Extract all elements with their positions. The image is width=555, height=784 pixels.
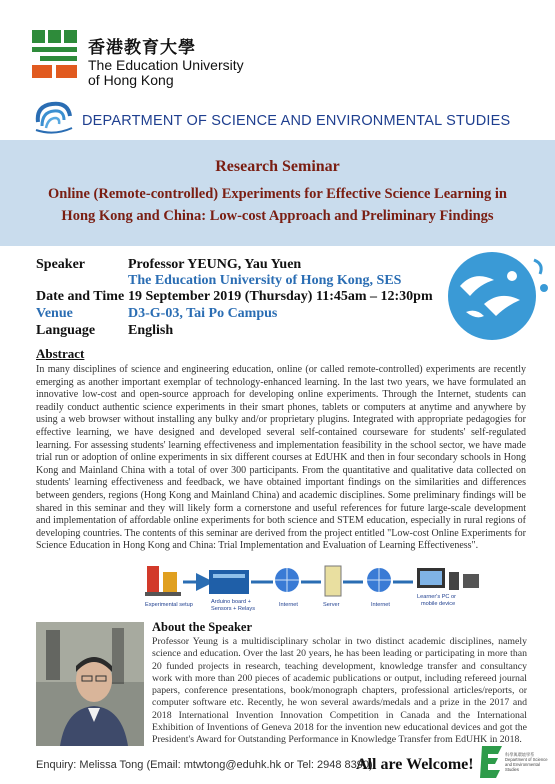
language-label: Language [36,323,96,338]
venue-label: Venue [36,306,73,321]
about-speaker-heading: About the Speaker [152,620,253,634]
diagram-label-server: Server [323,602,340,608]
footer-department-name [505,752,551,772]
university-name-line2: of Hong Kong [88,72,174,88]
system-architecture-diagram [145,562,485,618]
enquiry-contact: Enquiry: Melissa Tong (Email: mtwtong@eduhk.hk or Tel: 2948 8390) [36,759,373,771]
marine-life-illustration [440,250,552,342]
diagram-label-device2: mobile device [421,601,456,607]
learner-devices-icon [417,568,479,590]
diagram-label-internet1: Internet [279,602,298,608]
server-icon [325,566,341,596]
speaker-name: Professor YEUNG, Yau Yuen [128,257,302,272]
datetime-value: 19 September 2019 (Thursday) 11:45am – 12:30pm [128,289,433,304]
language-value: English [128,323,174,338]
university-name-line1: The Education University [88,57,244,73]
internet-globe-icon [275,568,299,592]
arduino-board-icon [209,570,249,594]
speaker-photo [36,622,144,746]
all-welcome-text: All are Welcome! [356,756,474,773]
experimental-setup-icon [145,566,181,596]
department-title: DEPARTMENT OF SCIENCE AND ENVIRONMENTAL STUDIES [82,113,511,129]
diagram-label-device1: Learner's PC or [417,594,456,600]
venue-value: D3-G-03, Tai Po Campus [128,306,278,321]
abstract-heading: Abstract [36,346,85,361]
diagram-label-board1: Arduino board + [211,599,251,605]
diagram-label-board2: Sensors + Relays [211,606,255,612]
seminar-title-line1: Online (Remote-controlled) Experiments for Effective Science Learning in [48,186,507,202]
footer-department-cn: 科學與環境學系 [505,752,535,757]
seminar-title-line2: Hong Kong and China: Low-cost Approach and Preliminary Findings [61,208,494,224]
department-footer-logo [478,744,504,780]
university-name-chinese: 香港教育大學 [88,38,196,57]
department-swirl-icon [34,100,74,136]
about-speaker-body: Professor Yeung is a multidisciplinary scholar in two distinct academic disciplines, namely science and education. Over the last 20 years, he has been leading or participating in more than 20 funded projects in research, teaching development, knowledge transfer and consultancy work with more than 200 pieces of academic publications or output, including refereed journal papers, conference presentations, book/monograph chapters, professional articles/reports, or computer software etc. Recently, he won several awards/medals and a prize in the 2017 and 2018 International Invention Innovation Competition in Canada and the International Exhibition of Inventions of Geneva 2018 for the invention new educational devices and got the President's Award for Outstanding Performance in Knowledge Transfer from EdUHK in 2018. [152,636,527,746]
speaker-label: Speaker [36,257,85,272]
internet-globe-icon-2 [367,568,391,592]
diagram-label-internet2: Internet [371,602,390,608]
abstract-body: In many disciplines of science and engineering education, online (or called remote-controlled) experiments are recently emerging as another important exemplar of technology-enhanced learning. In the last two years, we have formulated an innovative low-cost and open-source approach for developing online experiments. Through the Internet, students can readily conduct authentic science experiments in their smart phones, tablets or computers at anytime and anywhere by using a web browser without installing any bulky and/or proprietary plugins. Integrated with appropriate pedagogies for effective learning, we have designed and developed several self-contained courseware for students' self-regulated learning. For assessing students' learning effectiveness and implementation feasibility in the school sector, we have made trial run or adoption of online experiments in six different courses at EdUHK and then in four secondary schools in Hong Kong and Mainland China with a total of over 300 participants. From the quantitative and qualitative data collected on students' learning effectiveness and feedback, we have obtained important findings on the similarities and differences between genders, regions (Hong Kong and Mainland China) and academic disciplines. Some preliminary findings will be shared in this seminar and they will likely form a cornerstone and useful references for future large-scale development and implementation of affordable online experiments for both science and STEM education, especially in rural regions of developing countries. The contents of this seminar are derived from the project entitled "Low-cost Online Experiments for Science Education in Hong Kong and China: Trial Implementation and Evaluation of Learning Effectiveness". [36,364,526,552]
footer-department-en: Department of Science and Environmental Studies [505,757,548,772]
university-logo [32,30,80,80]
datetime-label: Date and Time [36,289,125,304]
seminar-kicker: Research Seminar [215,158,340,175]
speaker-affiliation: The Education University of Hong Kong, SES [128,273,402,288]
diagram-label-setup: Experimental setup [145,602,193,608]
